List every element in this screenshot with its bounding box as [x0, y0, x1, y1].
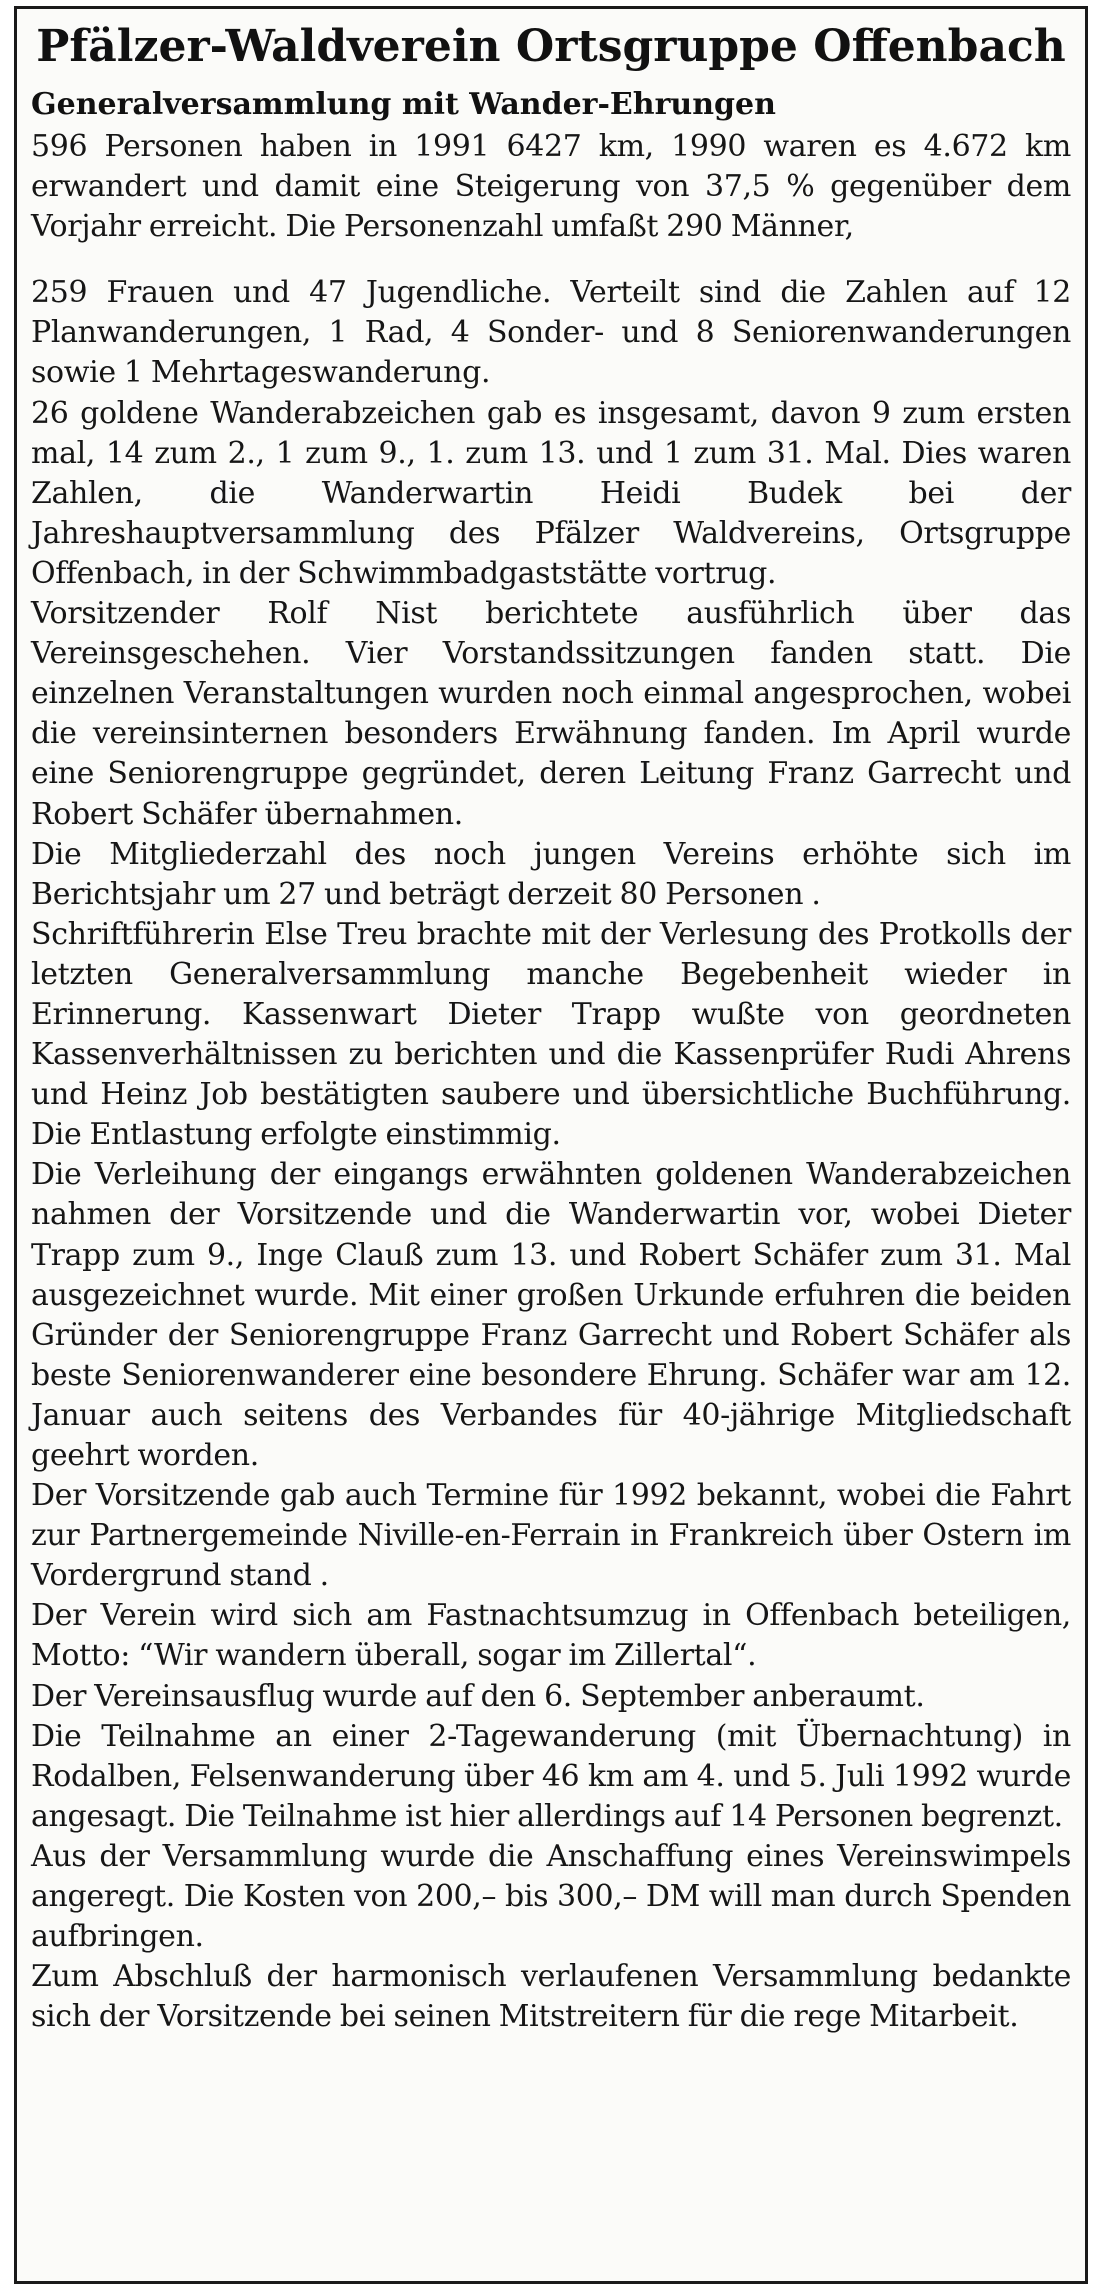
article-headline: Pfälzer-Waldverein Ortsgruppe Offenbach [36, 21, 1066, 72]
paragraph-membership: Die Mitgliederzahl des noch jungen Vereins erhöhte sich im Berichtsjahr um 27 und beträgt derzeit 80 Personen . [31, 836, 1071, 912]
paragraph-closing: Zum Abschluß der harmonisch verlaufenen Versammlung bedankte sich der Vorsitzende bei seinen Mitstreitern für die rege Mitarbeit. [31, 1959, 1071, 2035]
paragraph-participants: 259 Frauen und 47 Jugendliche. Verteilt sind die Zahlen auf 12 Planwanderungen, 1 Rad, 4 Sonder- und 8 Seniorenwanderungen sowie 1 Mehrtageswanderung. [31, 275, 1071, 391]
paragraph-hike-rodalben: Die Teilnahme an einer 2-Tagewanderung (mit Übernachtung) in Rodalben, Felsenwanderung über 46 km am 4. und 5. Juli 1992 wurde angesagt. Die Teilnahme ist hier allerdings auf 14 Personen begrenzt. [31, 1718, 1071, 1834]
paragraph-awards: Die Verleihung der eingangs erwähnten goldenen Wanderabzeichen nahmen der Vorsitzende und die Wanderwartin vor, wobei Dieter Trapp zum 9., Inge Clauß zum 13. und Robert Schäfer zum 31. Mal ausgezeichnet wurde. Mit einer großen Urkunde erfuhren die beiden Gründer der Seniorengruppe Franz Garrecht und Robert Schäfer als beste Seniorenwanderer eine besondere Ehrung. Schäfer war am 12. Januar auch seitens des Verbandes für 40-jährige Mitgliedschaft geehrt worden. [31, 1157, 1071, 1473]
paragraph-minutes-finances: Schriftführerin Else Treu brachte mit der Verlesung des Protkolls der letzten Generalversammlung manche Begebenheit wieder in Erinnerung. Kassenwart Dieter Trapp wußte von geordneten Kassenverhältnissen zu berichten und die Kassenprüfer Rudi Ahrens und Heinz Job bestätigten saubere und übersichtliche Buchführung. Die Entlastung erfolgte einstimmig. [31, 916, 1071, 1153]
article-body [31, 127, 1071, 2037]
paragraph-chairman-report: Vorsitzender Rolf Nist berichtete ausführlich über das Vereinsgeschehen. Vier Vorstandssitzungen fanden statt. Die einzelnen Veranstaltungen wurden noch einmal angesprochen, wobei die vereinsinternen besonders Erwähnung fanden. Im April wurde eine Seniorengruppe gegründet, deren Leitung Franz Garrecht und Robert Schäfer übernahmen. [31, 596, 1071, 832]
paragraph-excursion: Der Vereinsausflug wurde auf den 6. September anberaumt. [31, 1678, 925, 1714]
paragraph-dates-1992: Der Vorsitzende gab auch Termine für 1992 bekannt, wobei die Fahrt zur Partnergemeinde Niville-en-Ferrain in Frankreich über Ostern im Vordergrund stand . [31, 1478, 1071, 1594]
article-subheadline: Generalversammlung mit Wander-Ehrungen [31, 87, 776, 122]
paragraph-badges: 26 goldene Wanderabzeichen gab es insgesamt, davon 9 zum ersten mal, 14 zum 2., 1 zum 9., 1. zum 13. und 1 zum 31. Mal. Dies waren Zahlen, die Wanderwartin Heidi Budek bei der Jahreshauptversammlung des Pfälzer Waldvereins, Ortsgruppe Offenbach, in der Schwimmbadgaststätte vortrug. [31, 395, 1071, 591]
paragraph-carnival: Der Verein wird sich am Fastnachtsumzug in Offenbach beteiligen, Motto: “Wir wandern überall, sogar im Zillertal“. [31, 1598, 1071, 1674]
paragraph-pennant: Aus der Versammlung wurde die Anschaffung eines Vereinswimpels angeregt. Die Kosten von 200,– bis 300,– DM will man durch Spenden aufbringen. [31, 1838, 1071, 1955]
paragraph-statistics: 596 Personen haben in 1991 6427 km, 1990 waren es 4.672 km erwandert und damit eine Steigerung von 37,5 % gegenüber dem Vorjahr erreicht. Die Personenzahl umfaßt 290 Männer, [31, 129, 1071, 245]
newspaper-clipping [14, 6, 1088, 2284]
